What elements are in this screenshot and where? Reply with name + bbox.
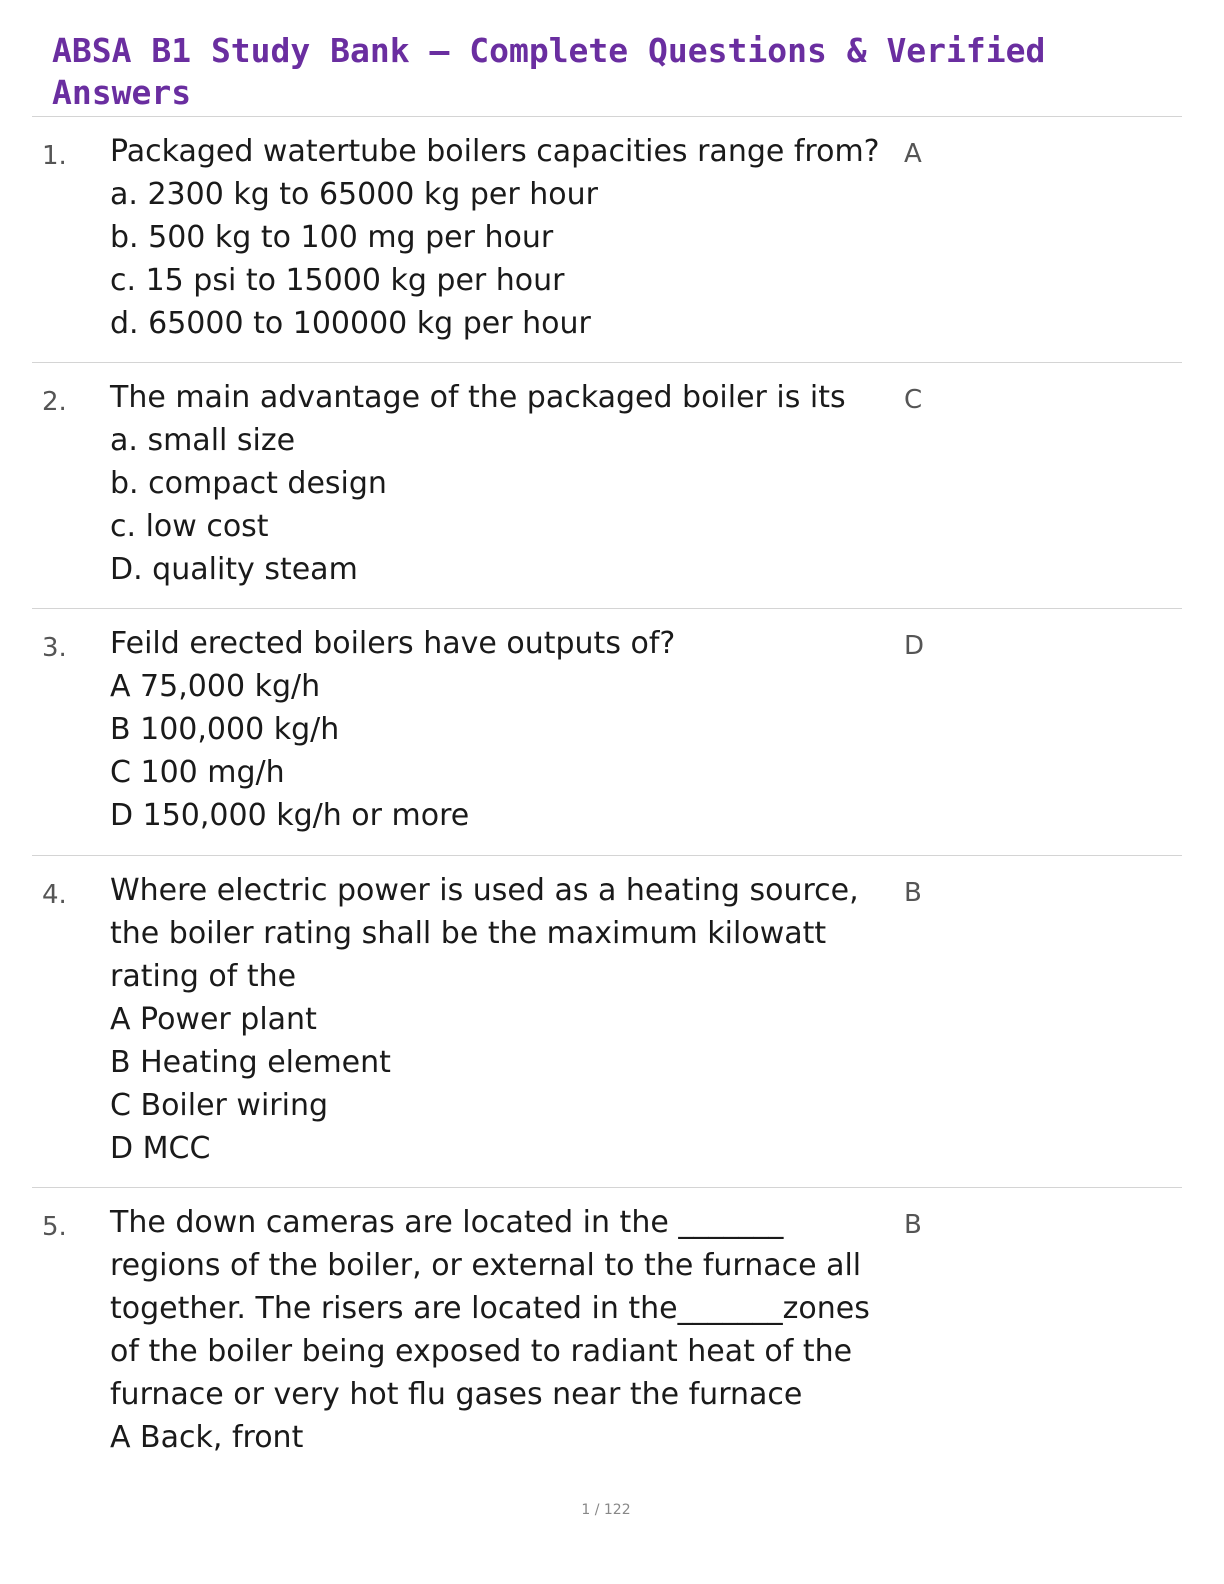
question-body (110, 1201, 900, 1459)
answer-option: C 100 mg/h (110, 755, 285, 790)
answer-option: A Power plant (110, 1002, 317, 1037)
document-title: ABSA B1 Study Bank – Complete Questions & Verified Answers (52, 31, 1046, 112)
question-text: The down cameras are located in the _______ regions of the boiler, or external to the furnace all together. The risers are located in the_______zones of the boiler being exposed to radiant heat of the furnace or very hot flu gases near the furnace (110, 1205, 870, 1412)
answer-option: A Back, front (110, 1420, 304, 1455)
question-body (110, 376, 900, 591)
answer-option: D. quality steam (110, 552, 358, 587)
answer-option: c. low cost (110, 509, 269, 544)
correct-answer: B (904, 878, 922, 908)
answer-option: A 75,000 kg/h (110, 669, 321, 704)
question-text: Feild erected boilers have outputs of? (110, 626, 676, 661)
answer-option: B 100,000 kg/h (110, 712, 340, 747)
question-text: Where electric power is used as a heating source, the boiler rating shall be the maximum kilowatt rating of the (110, 873, 859, 994)
question-item (32, 116, 1182, 363)
question-number: 3. (42, 633, 67, 663)
question-text: The main advantage of the packaged boiler is its (110, 380, 846, 415)
correct-answer: B (904, 1210, 922, 1240)
answer-option: b. 500 kg to 100 mg per hour (110, 220, 554, 255)
answer-option: a. 2300 kg to 65000 kg per hour (110, 177, 598, 212)
question-text: Packaged watertube boilers capacities range from? (110, 134, 880, 169)
answer-option: c. 15 psi to 15000 kg per hour (110, 263, 565, 298)
answer-option: d. 65000 to 100000 kg per hour (110, 306, 591, 341)
answer-option: a. small size (110, 423, 296, 458)
correct-answer: C (904, 385, 923, 415)
answer-option: D 150,000 kg/h or more (110, 798, 470, 833)
answer-option: D MCC (110, 1131, 211, 1166)
question-number: 4. (42, 880, 67, 910)
question-number: 1. (42, 141, 67, 171)
question-body (110, 869, 900, 1170)
question-item (32, 608, 1182, 855)
question-body (110, 622, 900, 837)
correct-answer: D (904, 631, 925, 661)
question-item (32, 855, 1182, 1188)
question-number: 2. (42, 387, 67, 417)
answer-option: C Boiler wiring (110, 1088, 329, 1123)
answer-option: b. compact design (110, 466, 387, 501)
page-number: 1 / 122 (581, 1502, 631, 1518)
question-body (110, 130, 900, 345)
question-number: 5. (42, 1212, 67, 1242)
question-item (32, 1187, 1182, 1478)
answer-option: B Heating element (110, 1045, 391, 1080)
correct-answer: A (904, 139, 922, 169)
question-item (32, 362, 1182, 609)
